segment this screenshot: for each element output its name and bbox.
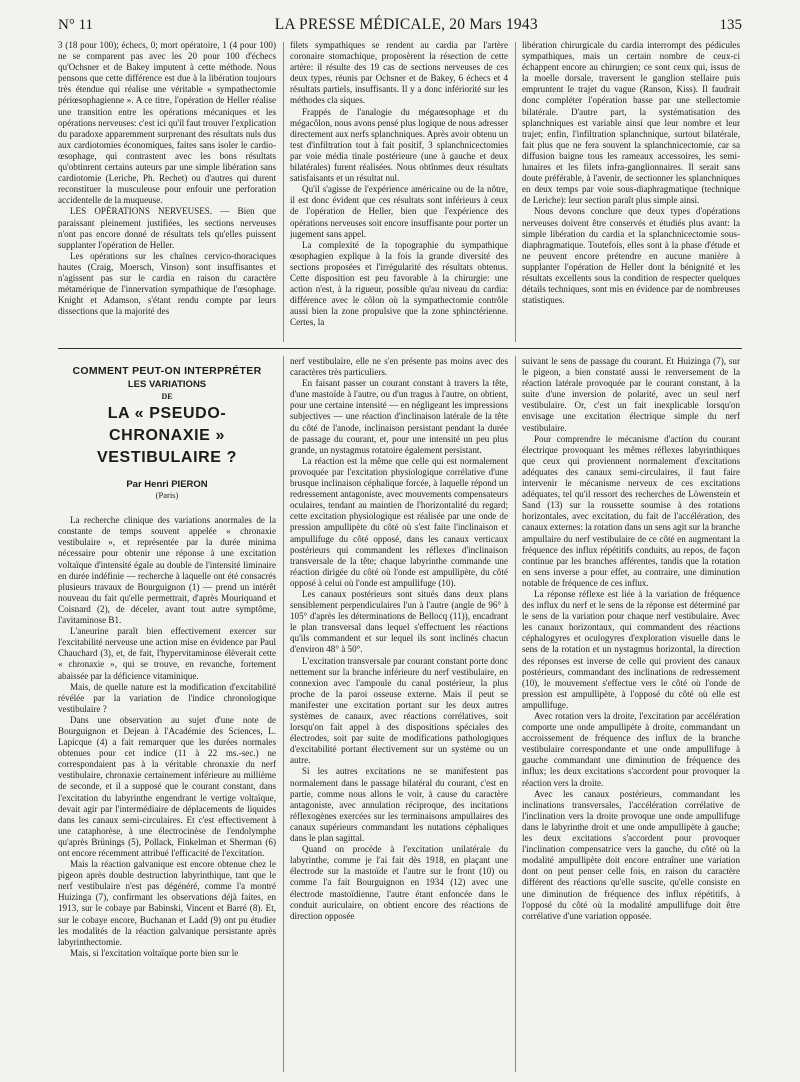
paragraph: La réponse réflexe est liée à la variation de fréquence des influx du nerf et le sens de la réponse est déterminé par le sens de la variation pour chaque nerf vestibulaire. Avec les canaux horizontaux, qui commandent des réactions céphalogyres et oculogyres d'exploration visuelle dans le sens de la rotation et un nystagmus horizontal, la direction des réponses est inverse de celle qui provient des canaux postérieurs, commandant des inclinations de redressement (10), le mouvement s'effectue vers le côté où l'onde de pression est ampullipète, à l'opposé du côté où elle est ampullifuge. [522, 588, 740, 710]
paragraph: Pour comprendre le mécanisme d'action du courant électrique provoquant les mêmes réflexes labyrinthiques que ceux qui proviennent normalement d'excitations adéquates des canaux semi-circulaires, il faut faire intervenir le mécanisme nerveux de ces excitations adéquates, tel qu'il ressort des recherches de Löwenstein et Sand (13) sur la roussette soumise à des rotations horizontales, avec excitation, du fait de l'accélération, des canaux externes: la rotation dans un sens agit sur la branche ampullaire du nerf vestibulaire de ce côté en augmentant la fréquence des influx répétitifs conduits, au repos, de façon continue par les branches afférentes, tandis que la rotation en sens inverse a pour effet, au contraire, une diminution notable de fréquence de ces influx. [522, 433, 740, 588]
column-divider [283, 42, 284, 342]
column-divider [283, 356, 284, 1072]
paragraph: Nous devons conclure que deux types d'opérations nerveuses doivent être conservés et étudiés plus avant: la simple libération du cardia et la splanchnicectomie sous-diaphragmatique. Toutefois, elles sont à la phase d'étude et ne peuvent encore prétendre en aucune manière à supplanter l'opération de Heller dont la bénignité et les résultats excellents sous la condition de respecter quelques détails techniques, sont mis en évidence par de nombreuses statistiques. [522, 206, 740, 306]
paragraph: L'excitation transversale par courant constant porte donc nettement sur la branche inférieure du nerf vestibulaire, en connexion avec l'ampoule du canal postérieur, la plus proche de la paroi osseuse externe. Mais il peut se manifester une excitation portant sur les deux autres systèmes de canaux, avec réactions corrélatives, soit lorsqu'on fait appel à des dispositions spéciales des électrodes, soit par suite de modifications pathologiques d'excitabilité portant électivement sur un système ou un autre. [290, 655, 508, 766]
article-column-2 [290, 356, 508, 1074]
paragraph: Avec les canaux postérieurs, commandant les inclinations transversales, l'accélération corrélative de l'inclination vers la droite provoque une onde ampullifuge dans le labyrinthe droit et une onde ampullipète à gauche; les deux excitations s'accordent pour provoquer l'inclination compensatrice vers la gauche, du côté où la modalité ampullipète doit encore entraîner une variation dont on peut penser celle fois, en raison du caractère différent des réactions qu'elle suscite, qu'elle consiste en une diminution de fréquence des influx répétitifs, à l'opposé du côté où la modalité ampullifuge doit être corrélative d'une variation opposée. [522, 788, 740, 921]
page-number: 135 [719, 17, 742, 33]
paragraph: La recherche clinique des variations anormales de la constante de temps souvent appelée « chronaxie vestibulaire », et représentée par la durée minima nécessaire pour obtenir une réponse à une excitation voltaïque d'intensité égale au double de l'intensité liminaire en durée indéfinie — recherche à laquelle ont été consacrés plusieurs travaux de Bourguignon (1) — prend un intérêt nouveau du fait qu'elle permettrait, d'après Mouriquand et Coisnard (2), de déceler, avant tout autre symptôme, l'avitaminose B1. [58, 515, 276, 626]
paragraph: Avec rotation vers la droite, l'excitation par accélération comporte une onde ampullipète à droite, commandant un accroissement de fréquence des influx de la branche vestibulaire correspondante et une onde ampullifuge à gauche commandant une diminution de fréquence des influx; les deux excitations s'accordent pour provoquer la réaction vers la droite. [522, 711, 740, 788]
paragraph: Les opérations sur les chaînes cervico-thoraciques hautes (Craig, Moersch, Vinson) sont insuffisantes et n'agissent pas sur le cardia en raison du caractère métamérique de l'innervation sympathique de l'œsophage. Knight et Adamson, s'étant rendu compte par leurs dissections que la majorité des [58, 250, 276, 317]
paragraph: Quand on procède à l'excitation unilatérale du labyrinthe, comme je l'ai fait dès 1918, en plaçant une électrode sur la mastoïde et l'autre sur le front (10) ou comme l'a fait Bourguignon en 1934 (12) avec une électrode mastoïdienne, l'autre étant enfoncée dans le conduit auriculaire, on obtient encore des réactions de direction opposée [290, 844, 508, 921]
page-header [58, 16, 742, 38]
paragraph: En faisant passer un courant constant à travers la tête, d'une mastoïde à l'autre, ou d'un tragus à l'autre, on obtient, pour une certaine intensité — en négligeant les impressions subjectives — une réaction d'inclinaison latérale de la tête du côté de l'anode, inclinaison persistant pendant la durée de passage du courant, et, pour une intensité un peu plus grande, un nystagmus rotatoire également persistant. [290, 378, 508, 455]
paragraph: libération chirurgicale du cardia interrompt des pédicules sympathiques, mais un certain nombre de ceux-ci échappent encore au chirurgien; ce sont ceux qui, issus de la moelle dorsale, traversent le ganglion stellaire puis empruntent le trajet du vague (Ranson, Kiss). Il faudrait donc compléter l'opération basse par une stellectomie bilatérale. D'autre part, la systématisation des splanchniques est variable ainsi que leur nombre et leur trajet; enfin, l'infiltration splanchnique, surtout bilatérale, fait plus que ne fera souvent la splanchnicectomie, car sa diffusion baigne tous les rameaux accessoires, les semi-lunaires et les filets infra-ganglionnaires. Il serait sans doute préférable, à l'avenir, de sectionner les splanchniques en deux temps par voie sous-diaphragmatique (technique de Leriche): leur section paraît plus simple ainsi. [522, 40, 740, 206]
paragraph: Si les autres excitations ne se manifestent pas normalement dans le passage bilatéral du courant, c'est en partie, comme nous allons le voir, à cause du caractère antagoniste, avec annulation réciproque, des incitations réflexogènes exercées sur les terminaisons ampullaires des canaux supérieurs commandant les nutations céphaliques dans le plan sagittal. [290, 766, 508, 844]
column-divider [515, 42, 516, 342]
paragraph: Mais, de quelle nature est la modification d'excitabilité révélée par la variation de l'indice chronologique vestibulaire ? [58, 681, 276, 714]
issue-number: N° 11 [58, 17, 94, 33]
article-column-3 [522, 356, 740, 1074]
top-column-2 [290, 40, 508, 344]
top-column-3 [522, 40, 740, 344]
journal-title: LA PRESSE MÉDICALE, 20 Mars 1943 [274, 16, 538, 33]
article-title-2: VESTIBULAIRE ? [97, 449, 237, 466]
article-column-1 [58, 364, 276, 1074]
section-rule [58, 348, 742, 349]
paragraph: 3 (18 pour 100); échecs, 0; mort opératoire, 1 (4 pour 100) ne se comparent pas avec les 20 pour 100 d'échecs qu'Ochsner et de Bakey imputent à cette méthode. Nous pensons que cette différence est due à la libération toujours très étendue qui réalise une véritable « sympathectomie périœsophagienne ». A ce titre, l'opération de Heller réalise une transition entre les opérations mécaniques et les opérations nerveuses: c'est ici qu'il faut trouver l'explication du paradoxe apparemment surprenant des résultats nuls dus aux cardiotomies économiques, faites sans isoler le cardio-œsophage, qui contrastent avec les bons résultats qu'obtinrent certains auteurs par une simple libération sans cardiotomie (Leriche, Ph. Rechet) ou d'autres qui durent reconstituer la musculeuse pour enfouir une perforation accidentelle de la muqueuse. [58, 40, 276, 206]
paragraph: Mais, si l'excitation voltaïque porte bien sur le [70, 947, 239, 958]
article-heading [58, 364, 276, 501]
article-kicker-de: DE [161, 392, 173, 401]
paragraph: La réaction est la même que celle qui est normalement provoquée par l'excitation physiologique corrélative d'une brusque inclinaison céphalique forcée, à laquelle répond un redressement antagoniste, avec mouvements compensateurs oculaires, tendant au maintien de l'horizontalité du regard; cette excitation physiologique est réalisée par une onde de pression ampullipète du côté où s'est faite l'inclinaison et ampullifuge du côté opposé, dans les canaux verticaux postérieurs qui commandent les réflexes d'inclinaison transversale de la tête; chaque labyrinthe commande une réaction dirigée du côté où l'onde est ampullipète, du côté opposé à celui où l'onde est ampullifuge (10). [290, 455, 508, 588]
paragraph: Frappés de l'analogie du mégaœsophage et du mégacôlon, nous avons pensé plus logique de nous adresser directement aux nerfs splanchniques. Après avoir obtenu un test d'infiltration tout à fait positif, 3 splanchnicectomies par voie média tinale postérieure (une à gauche et deux bilatérales) furent réalisées. Nous obtînmes deux résultats satisfaisants et un résultat nul. [290, 106, 508, 184]
article-kicker-2: LES VARIATIONS [127, 379, 207, 390]
column-divider [515, 356, 516, 1072]
paragraph: suivant le sens de passage du courant. Et Huizinga (7), sur le pigeon, a bien constaté aussi le renversement de la réaction latérale provoquée par le courant constant, à la suite d'une inversion de polarité, avec un seul nerf vestibulaire. Or, c'est un fait inexplicable lorsqu'on envisage une excitation électrique simple du nerf vestibulaire. [522, 356, 740, 433]
paragraph: L'aneurine paraît bien effectivement exercer sur l'excitabilité nerveuse une action mise en évidence par Paul Chauchard (3), et, de fait, l'hypervitaminose élèverait cette « chronaxie », qui se trouve, en revanche, fortement abaissée par la déficience vitaminique. [58, 626, 276, 681]
paragraph: Qu'il s'agisse de l'expérience américaine ou de la nôtre, il est donc évident que ces résultats sont inférieurs à ceux de l'opération de Heller, bien que l'expérience des opérations nerveuses soit encore insuffisante pour porter un jugement sans appel. [290, 184, 508, 239]
paragraph: filets sympathiques se rendent au cardia par l'artère coronaire stomachique, proposèrent la résection de cette artère: il résulte des 19 cas de sections nerveuses de ces deux types, réunis par Ochsner et de Bakey, 6 échecs et 4 résultats partiels, insuffisants. Il y a donc infériorité sur les méthodes cla siques. [290, 40, 508, 106]
paragraph: nerf vestibulaire, elle ne s'en présente pas moins avec des caractères très particuliers. [290, 356, 508, 378]
paragraph: Dans une observation au sujet d'une note de Bourguignon et Dejean à l'Académie des Sciences, L. Lapicque (4) a fait remarquer que les durées normales obtenues pour cet indice (11 à 22 ms.-sec.) ne correspondaient pas à la véritable chronaxie du nerf vestibulaire, chronaxie certainement inférieure au millième de seconde, et il a supposé que le courant constant, dans l'excitation du labyrinthe engendrant le vertige voltaïque, devait agir par l'intermédiaire de déplacements de liquides dans les canaux semi-circulaires. Et c'est effectivement à une cataphorèse, à une électrocinèse de l'endolymphe qu'après Brünings (5), Pollack, Finkelman et Sherman (6) ont encore récemment attribué l'efficacité de l'excitation. [58, 714, 276, 858]
paragraph: La complexité de la topographie du sympathique œsophagien explique à la fois la grande diversité des sections proposées et l'irrégularité des résultats obtenus. Cette disposition est peu favorable à la chirurgie: une action n'est, à la rigueur, possible qu'au niveau du cardia: différence avec le côlon où la sympathectomie contrôle aussi bien la zone propulsive que la zone sphinctérienne. Certes, la [290, 239, 508, 328]
article-kicker: COMMENT PEUT-ON INTERPRÉTER [72, 365, 262, 377]
paragraph: LES OPÉRATIONS NERVEUSES. — Bien que paraissant pleinement justifiées, les sections nerveuses n'ont pas encore donné de résultats tels qu'elles puissent supplanter l'opération de Heller. [58, 206, 276, 250]
paragraph: Mais la réaction galvanique est encore obtenue chez le pigeon après double destruction labyrinthique, tant que le nerf vestibulaire n'est pas dégénéré, comme l'a montré Huizinga (7), confirmant les observations déjà faites, en 1913, sur le cobaye par Babinski, Vincent et Barré (8). Et, sur le cobaye encore, Buchanan et Ladd (9) ont pu étudier les modalités de la réaction galvanique persistante après labyrinthectomie. [58, 859, 276, 947]
article-author: Par Henri PIERON [126, 479, 208, 490]
paragraph: Les canaux postérieurs sont situés dans deux plans sensiblement perpendiculaires l'un à l'autre (angle de 96° à 105° d'après les déterminations de Bellocq (11)), encadrant le plan transversal dans lequel s'effectuent les réactions qu'ils commandent et sur lequel ils sont inclinés chacun d'environ 48° à 50°. [290, 588, 508, 655]
article-title: LA « PSEUDO-CHRONAXIE » [107, 405, 227, 444]
article-city: (Paris) [155, 490, 179, 501]
top-column-1 [58, 40, 276, 344]
